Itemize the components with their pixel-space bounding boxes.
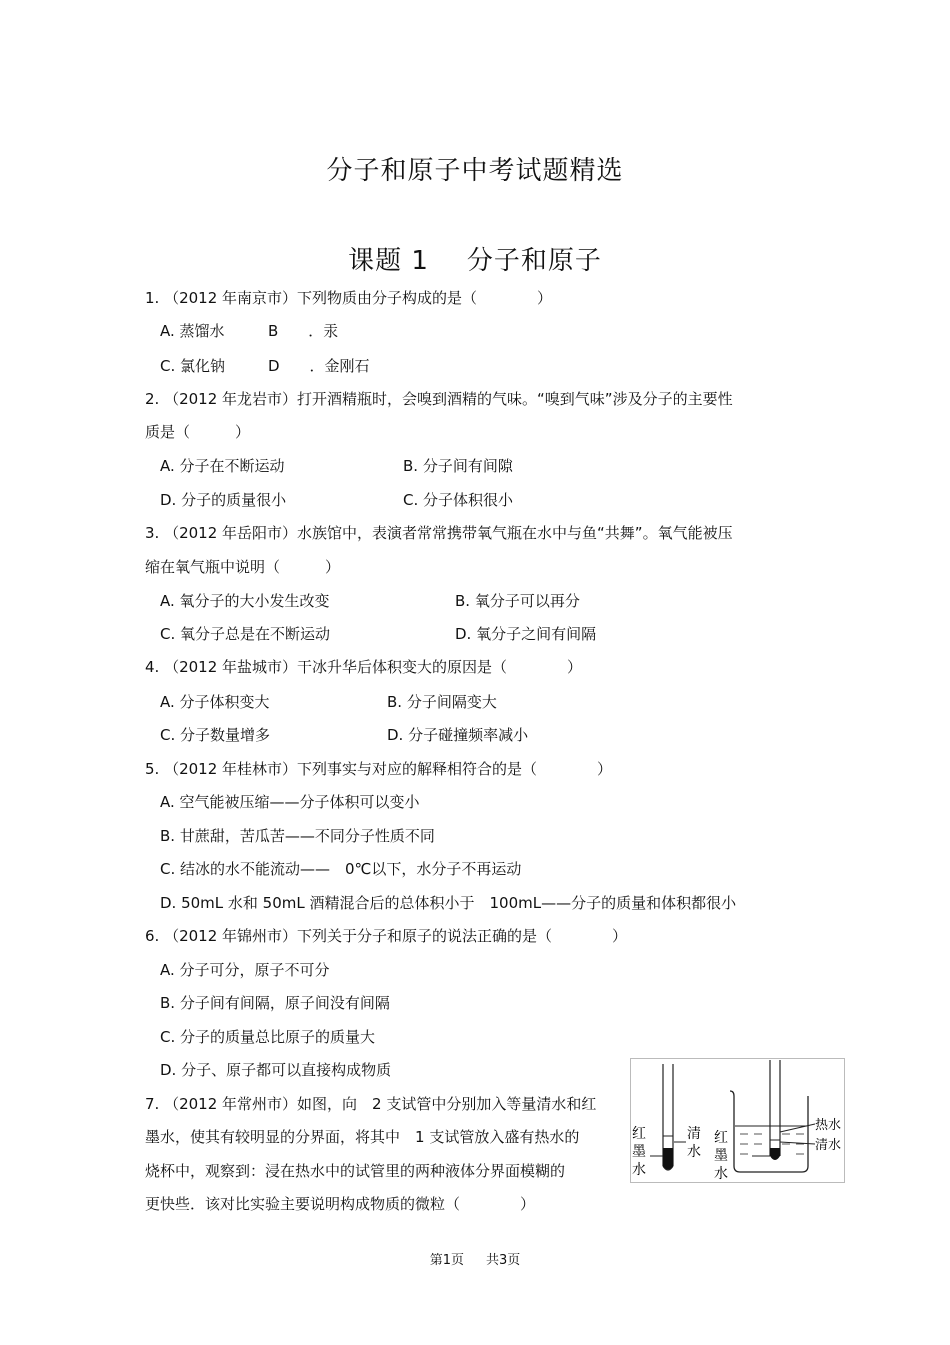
q6-option-d: D. 分子、原子都可以直接构成物质 [160, 1061, 392, 1079]
right-red-ink-label [714, 1130, 728, 1182]
right-label-char-1: 红 [714, 1130, 728, 1146]
question-2-stem: 2. （2012 年龙岩市）打开酒精瓶时，会嗅到酒精的气味。“嗅到气味”涉及分子的主要性 [145, 390, 733, 408]
q5-option-c: C. 结冰的水不能流动—— 0℃以下，水分子不再运动 [160, 860, 522, 878]
left-label-char-3: 水 [632, 1162, 646, 1178]
question-6-stem: 6. （2012 年锦州市）下列关于分子和原子的说法正确的是（ ） [145, 927, 628, 945]
q3-option-c: C. 氧分子总是在不断运动 [160, 625, 331, 643]
right-label-char-3: 水 [714, 1166, 728, 1182]
question-4-stem: 4. （2012 年盐城市）干冰升华后体积变大的原因是（ ） [145, 658, 583, 676]
q4-option-a: A. 分子体积变大 [160, 693, 270, 711]
left-label-char-2: 墨 [632, 1144, 646, 1160]
q2-option-b: B. 分子间有间隙 [403, 457, 513, 475]
q1-option-c: C. 氯化钠 [160, 357, 226, 375]
q6-option-a: A. 分子可分，原子不可分 [160, 961, 330, 979]
experiment-figure [630, 1058, 845, 1183]
clear-water-label: 清水 [815, 1138, 842, 1153]
q6-option-c: C. 分子的质量总比原子的质量大 [160, 1028, 376, 1046]
q5-option-b: B. 甘蔗甜，苦瓜苦——不同分子性质不同 [160, 827, 435, 845]
q2-option-a: A. 分子在不断运动 [160, 457, 285, 475]
question-7-line-4: 更快些．该对比实验主要说明构成物质的微粒（ ） [145, 1195, 536, 1213]
q1-option-a: A. 蒸馏水 [160, 322, 225, 340]
left-clear-water-label [687, 1126, 701, 1160]
section-heading [0, 240, 950, 277]
section-label: 课题 1 [348, 246, 429, 276]
beaker [730, 1091, 808, 1172]
clear-label-char-2: 水 [687, 1144, 701, 1160]
left-red-ink-label [632, 1126, 646, 1178]
question-7-line-2: 墨水，使其有较明显的分界面，将其中 1 支试管放入盛有热水的 [145, 1128, 580, 1146]
question-1-stem: 1. （2012 年南京市）下列物质由分子构成的是（ ） [145, 289, 553, 307]
question-5-stem: 5. （2012 年桂林市）下列事实与对应的解释相符合的是（ ） [145, 760, 613, 778]
q1-option-b: B ．汞 [268, 322, 339, 340]
question-7-line-3: 烧杯中，观察到：浸在热水中的试管里的两种液体分界面模糊的 [145, 1162, 566, 1180]
q4-option-c: C. 分子数量增多 [160, 726, 271, 744]
q4-option-b: B. 分子间隔变大 [387, 693, 497, 711]
left-test-tube [650, 1064, 686, 1170]
question-3-stem: 3. （2012 年岳阳市）水族馆中，表演者常常携带氧气瓶在水中与鱼“共舞”。氧气能被压 [145, 524, 733, 542]
q3-option-a: A. 氧分子的大小发生改变 [160, 592, 330, 610]
q5-option-d: D. 50mL 水和 50mL 酒精混合后的总体积小于 100mL——分子的质量和体积都很小 [160, 894, 737, 912]
page-number: 第1页 [429, 1253, 464, 1268]
page-total: 共3页 [486, 1253, 521, 1268]
experiment-diagram [630, 1058, 845, 1183]
hot-water-label: 热水 [815, 1118, 842, 1133]
question-7-line-1: 7. （2012 年常州市）如图，向 2 支试管中分别加入等量清水和红 [145, 1095, 597, 1113]
page-footer [0, 1249, 950, 1268]
q4-option-d: D. 分子碰撞频率减小 [387, 726, 529, 744]
q5-option-a: A. 空气能被压缩——分子体积可以变小 [160, 793, 420, 811]
q6-option-b: B. 分子间有间隔，原子间没有间隔 [160, 994, 390, 1012]
clear-label-char-1: 清 [687, 1126, 701, 1142]
q1-option-d: D ．金刚石 [268, 357, 370, 375]
right-test-tube [752, 1060, 815, 1160]
question-3-stem-cont: 缩在氧气瓶中说明（ ） [145, 558, 341, 576]
section-name: 分子和原子 [466, 246, 602, 276]
q3-option-d: D. 氧分子之间有间隔 [455, 625, 597, 643]
left-label-char-1: 红 [632, 1126, 646, 1142]
question-2-stem-cont: 质是（ ） [145, 423, 251, 441]
q2-option-d: D. 分子的质量很小 [160, 491, 287, 509]
right-label-char-2: 墨 [714, 1148, 728, 1164]
q3-option-b: B. 氧分子可以再分 [455, 592, 580, 610]
document-title: 分子和原子中考试题精选 [326, 156, 624, 186]
q2-option-c: C. 分子体积很小 [403, 491, 514, 509]
